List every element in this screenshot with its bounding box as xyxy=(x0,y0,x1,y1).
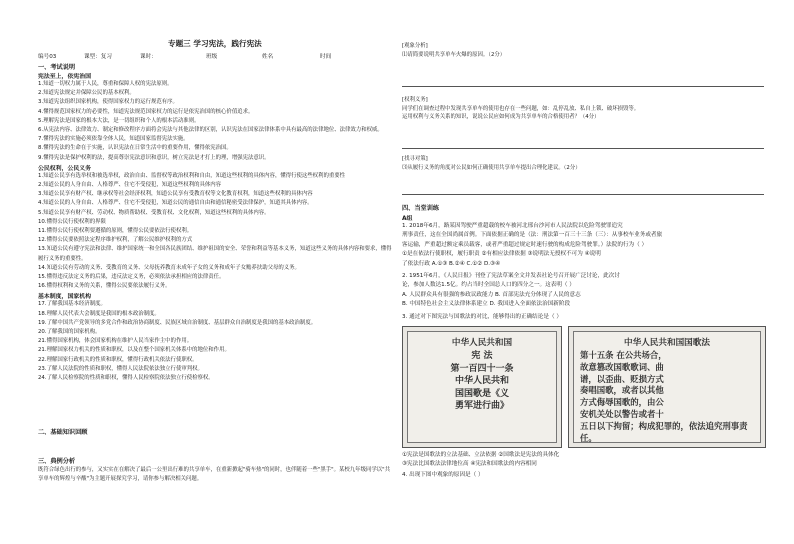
outline-line: 21.懂得国家机构，体会国家机构在维护人民当家作主中的作用。 xyxy=(38,338,193,345)
header-meta xyxy=(38,52,394,60)
question-3-options xyxy=(402,451,764,470)
outline-line: 15.懂得违反法定义务的后果，违反法定义务，必须依法承担相应的法律责任。 xyxy=(38,274,225,281)
photo-line: 奏唱国歌，或者以其他 xyxy=(580,385,664,396)
outline-line: 16.懂得权利和义务的关系，懂得公民要依法履行义务。 xyxy=(38,283,171,290)
section-heading-3: 三、典例分析 xyxy=(38,458,76,465)
section-heading-2: 二、基础知识回顾 xyxy=(38,429,88,436)
analysis-question: ⑴请简要说明共享单车火爆的原因。（2分） xyxy=(402,51,506,58)
outline-line: 6.从宪法内容、法律效力、制定和修改程序方面将会宪法与其他法律的区别，认识宪法在国家法律体系中具有最高的法律地位、法律效力和权威。 xyxy=(38,127,383,134)
analysis-title: [观象分析] xyxy=(402,43,428,49)
outline-line: 7.懂得宪法的实施必须依靠全体人民，知道国家监督宪法实施。 xyxy=(38,136,189,143)
outline-line: 12.懂得公民要依照法定程序维护权利，了解公民维护权利的方式 xyxy=(38,237,193,244)
anthem-law-article-panel xyxy=(573,331,761,443)
outline-block-2 xyxy=(38,172,394,292)
lesson-type-label: 课型：复习 xyxy=(84,54,112,60)
photo-line: 安机关处以警告或者十 xyxy=(580,408,664,419)
outline-line: 4.知道公民的人身自由、人格尊严、住宅不受侵犯，知道公民的通信自由和通信秘密受法律保护，知道其具体内容。 xyxy=(38,200,313,207)
photo-text xyxy=(408,350,556,413)
subheading-institutions: 基本制度，国家机构 xyxy=(38,294,92,301)
constitution-article-panel xyxy=(407,331,557,443)
analysis-box xyxy=(402,42,764,59)
group-a-label: A组 xyxy=(402,216,413,222)
outline-line: 10.懂得公民行使权利的界限 xyxy=(38,218,106,225)
countermeasure-question: ⑶从履行义务的角度对公民如何正确使用共享单车提出合理化建议。（2分） xyxy=(402,164,581,171)
photo-line: 勇军进行曲》 xyxy=(454,401,509,411)
outline-line: 9.懂得宪法是保护权利的法，提高尊崇宪法意识和意识，树立宪法是才打上的理，增强宪法意识。 xyxy=(38,154,270,161)
photo-line: 谱，以歪曲、贬损方式 xyxy=(580,373,664,384)
rights-duties-line: 运用权利与义务关系的知识，说说公民应如何成为共享单车的合格使用者？（4分） xyxy=(402,114,600,121)
photo-heading: 中华人民共和国国歌法 xyxy=(624,338,710,348)
countermeasure-box xyxy=(402,155,764,172)
section-heading-4: 四、当堂训练 xyxy=(402,205,440,212)
date-label: 时间 xyxy=(320,54,332,60)
photo-line: 第十五条 在公共场合， xyxy=(580,350,667,360)
outline-block-1 xyxy=(38,80,394,163)
outline-block-3 xyxy=(38,300,394,383)
rights-duties-line: 同学们在调查过程中发现共享单车的使用也存在一些问题，如：乱停乱放、私自上锁、破坏损毁等。 xyxy=(402,105,640,112)
question-options: 了依法行政 A.①③ B.②④ C.①② D.③④ xyxy=(402,260,501,267)
anthem-law-article-photo xyxy=(568,326,766,448)
subheading-constitution: 宪法至上，依宪治国 xyxy=(38,74,92,80)
photo-line: 故意篡改国歌歌词、曲 xyxy=(580,361,664,372)
question-text: 1. 2018年6月，路某因驾驶严重超载的校车被河北邢台沙河市人民法院以危险驾驶罪追究 xyxy=(402,223,623,229)
name-label: 姓名 xyxy=(262,54,274,60)
divider xyxy=(402,194,764,195)
divider xyxy=(402,86,764,87)
lesson-time-label: 课时： xyxy=(140,54,157,60)
outline-line: 13.知道公民有遵守宪法和法律、维护国家统一和全国各民族团结、维护祖国的安全、荣誉和利益等基本义务，知道这些义务的具体内容和要求，懂得履行义务的重要性。 xyxy=(38,246,392,262)
outline-line: 5.知道公民享有财产权、劳动权、物质帮助权、受教育权、文化权利，知道这些权利的具体内容。 xyxy=(38,209,270,216)
question-options: ③宪法比国歌法法律地位高 ④宪法和国歌法的内容相同 xyxy=(402,461,537,468)
photo-line: 方式侮辱国歌的，由公 xyxy=(580,397,664,408)
outline-line: 2.知道公民的人身自由、人格尊严、住宅不受侵犯，知道这些权利的具体内容 xyxy=(38,182,222,189)
outline-line: 2.知道宪法规定并保障公民的基本权利。 xyxy=(38,90,135,97)
question-2 xyxy=(402,272,764,310)
outline-line: 1.知道一切权力属于人民，尊重和保障人权的宪法原则。 xyxy=(38,81,173,87)
page-title: 专题三 学习宪法，践行宪法 xyxy=(168,39,262,48)
number-label: 编号03 xyxy=(38,54,57,60)
outline-line: 19.了解中国共产党领导的多党合作和政治协商制度、民族区域自治制度、基层群众自治制度是我国的基本政治制度。 xyxy=(38,319,317,326)
subheading-rights-duties: 公民权利，公民义务 xyxy=(38,165,92,172)
rights-duties-title: [权利义务] xyxy=(402,97,428,103)
question-text: 论，参加人数达1.5亿。约占当时全国总人口的四分之一。这表明（ ） xyxy=(402,282,575,289)
outline-line: 22.理解国家行政机关的性质和职权，懂得行政机关依法行使职权。 xyxy=(38,356,198,363)
question-text: 刑事责任，这在全国尚属首例。下面依据正确的是（法：刑法第一百三十三条（三）：从事校车业务或者旅 xyxy=(402,232,663,239)
outline-line: 18.理解人民代表大会制度是我国的根本政治制度。 xyxy=(38,310,160,317)
divider xyxy=(402,148,764,149)
exam-outline xyxy=(38,62,394,383)
outline-line: 11.懂得公民行使权利要遵循的原则，懂得公民要依法行使权利。 xyxy=(38,228,193,235)
outline-line: 17.了解我国基本经济制度。 xyxy=(38,301,106,308)
question-3-text: 3. 通过对下图宪法与国歌法的对比，能够得出的正确结论是（ ） xyxy=(402,314,562,320)
photo-line: 中华人民共和 xyxy=(454,376,509,386)
outline-line: 1.知道公民享有选举权和被选举权，政治自由、监督权等政治权利和自由，知道这些权利的具体内容，懂得行使这些权利的重要性 xyxy=(38,172,346,179)
class-label: 班级 xyxy=(206,54,218,60)
question-options: A. 人民群众具有很强的参政议政能力 B. 首部宪法充分体现了人民的意志 xyxy=(402,291,581,298)
photo-heading: 中华人民共和国 xyxy=(451,338,513,348)
photo-line: 五日以下拘留；构成犯罪的，依法追究刑事责任。 xyxy=(580,420,748,443)
section-heading-1: 一、考试说明 xyxy=(38,64,76,71)
rights-duties-box xyxy=(402,96,764,122)
outline-line: 3.知道公民享有财产权、继承权等社会经济权利，知道公民享有受教育权等文化教育权利，知道这些权利的具体内容 xyxy=(38,191,313,198)
question-text: 客运输，严重超过额定乘员载客，或者严重超过规定时速行驶的构成危险驾驶罪。）法院的行为（ ） xyxy=(402,241,648,248)
countermeasure-title: [找寻对策] xyxy=(402,156,428,162)
photo-line: 宪 法 xyxy=(471,351,493,361)
photo-line: 国国歌是《义 xyxy=(454,388,509,399)
constitution-article-photo xyxy=(402,326,562,448)
outline-line: 5.理解宪法是国家的根本大法，是一切组织和个人的根本活动准则。 xyxy=(38,117,200,124)
outline-line: 4.懂得规范国家权力的必要性，知道宪法规范国家权力的运行是依宪治国的核心价值追求。 xyxy=(38,108,254,115)
outline-line: 20.了解我国的国家机构。 xyxy=(38,329,101,336)
outline-line: 8.懂得宪法的生命在于实施，认识宪法在日常生活中的重要作用，懂得依宪治国。 xyxy=(38,145,232,152)
case-intro: 既符合绿色出行的参与，又实实在在解决了最后一公里出行难的共享单车，在重新掀起"骑车热"的同时，也伴随着一些"黑手"。某校九年级同学以"共享单车的辉煌与辛酸"为主题开展探究学习，请你参与解决相关问题。 xyxy=(38,467,391,483)
outline-line: 14.知道公民有劳动的义务、受教育的义务、父母抚养教育未成年子女的义务和成年子女赡养扶助父母的义务。 xyxy=(38,264,300,271)
outline-line: 24.了解人民检察院的性质和职权，懂得人民检察院依法独立行使检察权。 xyxy=(38,375,214,382)
photo-line: 第一百四十一条 xyxy=(450,363,514,374)
outline-line: 3.知道宪法组织国家机构，使得国家权力的运行规范有序。 xyxy=(38,99,178,106)
question-4-text: 4. 出现下图中观象的原因是（ ） xyxy=(402,472,484,478)
question-text: 2. 1951年6月，《人民日报》刊登了宪法草案全文并发表社论号召开展广泛讨论，此次讨 xyxy=(402,273,620,279)
outline-line: 23.了解人民法院的性质和职权，懂得人民法院依法独立行使审判权。 xyxy=(38,365,203,372)
outline-line: 21.理解国家权力机关的性质和职权，以及在整个国家机关体系中的地位和作用。 xyxy=(38,347,230,354)
question-options: ①宪法是国歌法的立法基础、立法依据 ②国歌法是宪法的具体化 xyxy=(402,452,560,458)
question-1 xyxy=(402,222,764,269)
question-options: ①是在依法行使职权，履行职责 ②有相应法律依据 ③说明法无授权不可为 ④说明 xyxy=(402,251,601,258)
question-options: B. 中国特色社会主义法律体系建立 D. 我国进入全面依法治国新阶段 xyxy=(402,301,571,308)
photo-text xyxy=(580,350,760,444)
